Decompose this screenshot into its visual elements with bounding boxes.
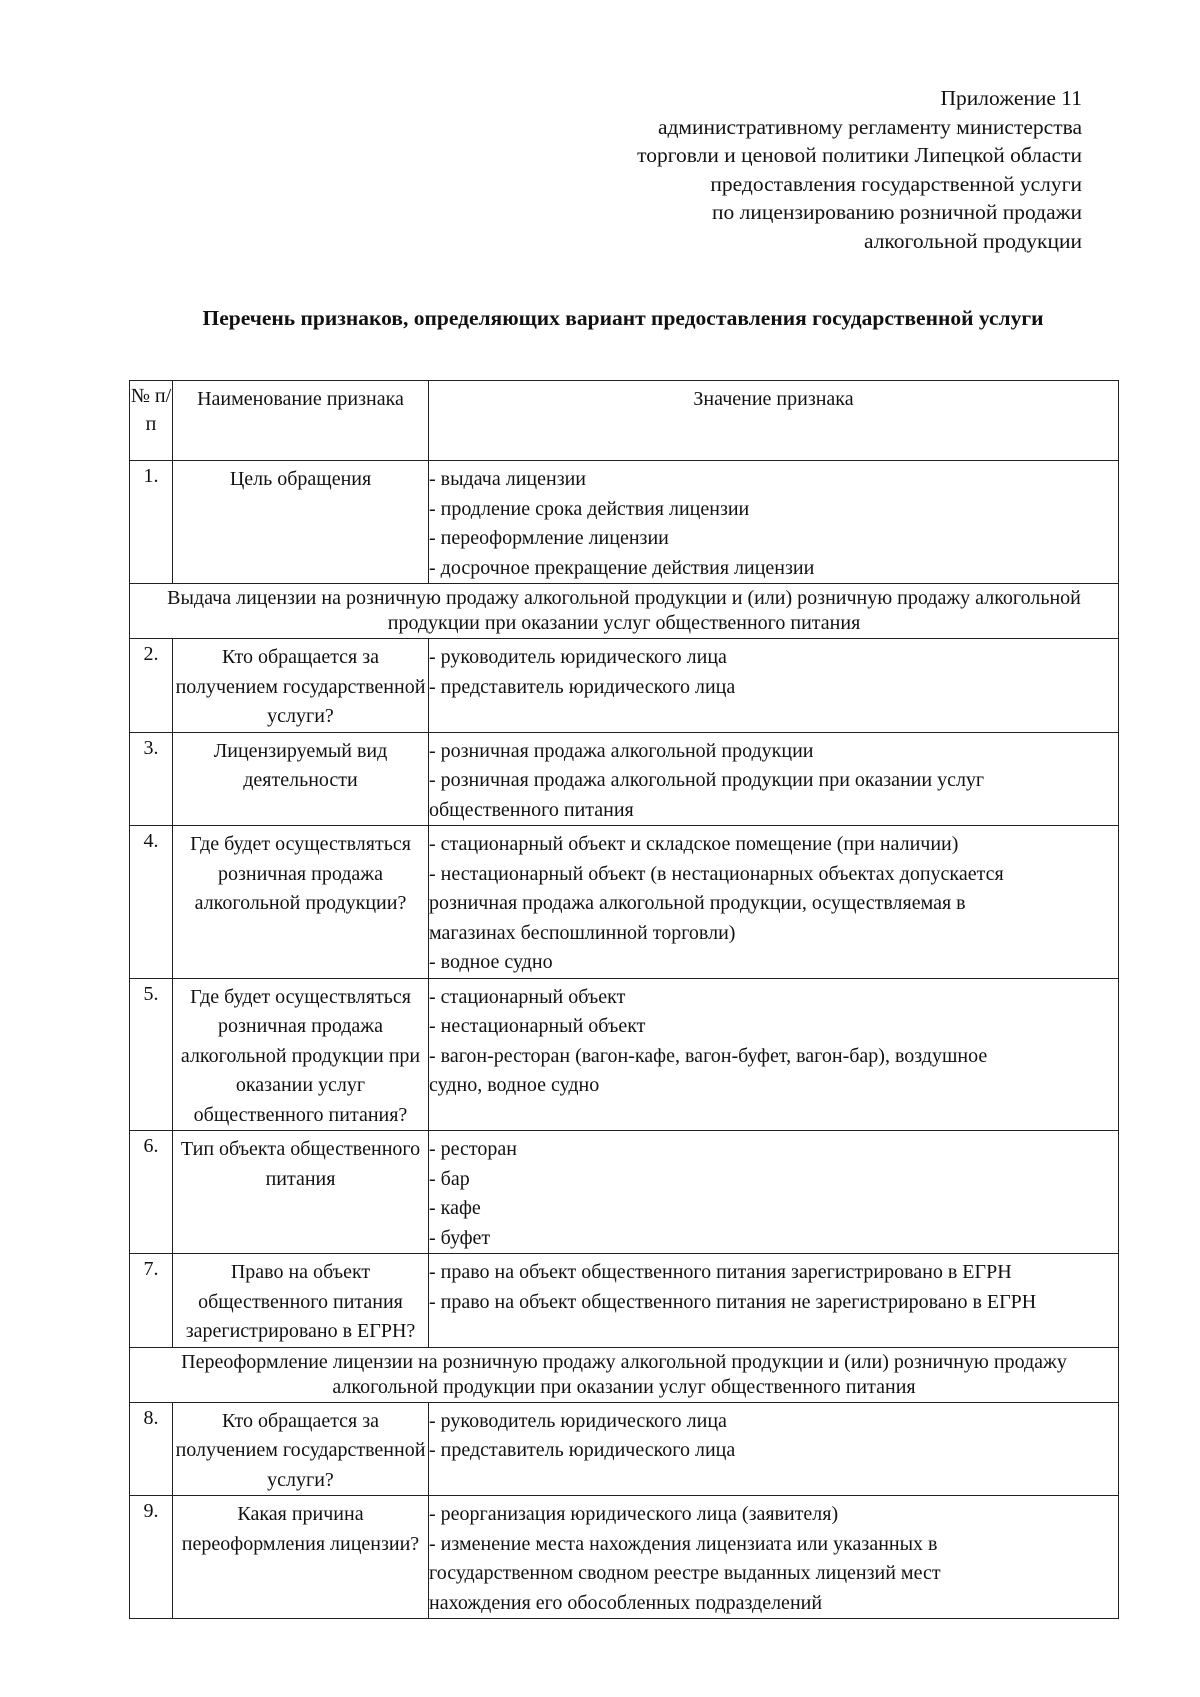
criterion-name: Цель обращения	[173, 461, 429, 584]
criterion-name: Кто обращается за получением государственной услуги?	[173, 1402, 429, 1496]
criterion-value-line: - право на объект общественного питания не зарегистрировано в ЕГРН	[429, 1290, 1037, 1313]
criterion-value-line: - переоформление лицензии	[429, 527, 669, 549]
criterion-value-line: - реорганизация юридического лица (заявителя)	[429, 1503, 839, 1525]
criterion-value-line: - буфет	[429, 1226, 491, 1249]
criterion-name: Где будет осуществляться розничная продажа алкогольной продукции?	[173, 826, 429, 979]
criterion-values	[429, 978, 1119, 1131]
criterion-value-line: магазинах беспошлинной торговли)	[429, 921, 736, 944]
row-number: 4.	[130, 826, 173, 979]
column-header-name: Наименование признака	[173, 381, 429, 461]
section-row	[130, 584, 1119, 639]
criterion-value-line: - нестационарный объект	[429, 1015, 646, 1037]
criterion-values	[429, 1402, 1119, 1496]
column-header-number: № п/п	[130, 381, 173, 461]
criterion-value-line: - представитель юридического лица	[429, 1439, 736, 1461]
criterion-value-line: - кафе	[429, 1197, 481, 1219]
header-line: предоставления государственной услуги	[710, 171, 1082, 196]
header-line: алкогольной продукции	[863, 228, 1082, 253]
criterion-value-line: - продление срока действия лицензии	[429, 497, 750, 520]
criterion-name: Какая причина переоформления лицензии?	[173, 1496, 429, 1619]
section-title: Переоформление лицензии на розничную продажу алкогольной продукции и (или) розничную продажу алкогольной продукции при оказании услуг общественного питания	[130, 1347, 1119, 1402]
criterion-value-line: - ресторан	[429, 1138, 517, 1160]
criterion-value-line: - бар	[429, 1167, 470, 1190]
header-line: Приложение 11	[940, 86, 1082, 110]
criterion-values	[429, 826, 1119, 979]
criterion-values	[429, 639, 1119, 733]
criterion-values	[429, 732, 1119, 826]
table-row	[130, 1131, 1119, 1254]
header-line: торговли и ценовой политики Липецкой области	[637, 143, 1082, 167]
row-number: 8.	[130, 1402, 173, 1496]
appendix-header	[442, 84, 1082, 255]
header-line: административному регламенту министерства	[657, 114, 1082, 139]
row-number: 6.	[130, 1131, 173, 1254]
row-number: 9.	[130, 1496, 173, 1619]
criterion-value-line: государственном сводном реестре выданных лицензий мест	[429, 1562, 941, 1584]
row-number: 1.	[130, 461, 173, 584]
table-row	[130, 1254, 1119, 1348]
criterion-values	[429, 1254, 1119, 1348]
table-header-row	[130, 381, 1119, 461]
criterion-values	[429, 1131, 1119, 1254]
table-row	[130, 1496, 1119, 1619]
criterion-values	[429, 461, 1119, 584]
criterion-value-line: - выдача лицензии	[429, 468, 587, 490]
criterion-value-line: - нестационарный объект (в нестационарных объектах допускается	[429, 862, 1004, 885]
criterion-value-line: - вагон-ресторан (вагон-кафе, вагон-буфет, вагон-бар), воздушное	[429, 1044, 988, 1067]
table-row	[130, 732, 1119, 826]
criteria-table	[129, 380, 1119, 1619]
section-row	[130, 1347, 1119, 1402]
criterion-value-line: - право на объект общественного питания зарегистрировано в ЕГРН	[429, 1261, 1012, 1283]
row-number: 5.	[130, 978, 173, 1131]
criterion-value-line: - стационарный объект	[429, 985, 626, 1008]
criterion-value-line: - руководитель юридического лица	[429, 646, 727, 668]
criterion-value-line: - розничная продажа алкогольной продукции	[429, 739, 814, 762]
row-number: 3.	[130, 732, 173, 826]
criterion-name: Лицензируемый вид деятельности	[173, 732, 429, 826]
document-title: Перечень признаков, определяющих вариант предоставления государственной услуги	[202, 306, 1044, 330]
criterion-value-line: - изменение места нахождения лицензиата или указанных в	[429, 1532, 938, 1555]
column-header-value: Значение признака	[429, 381, 1119, 461]
table-row	[130, 639, 1119, 733]
criterion-value-line: - водное судно	[429, 951, 553, 973]
criterion-value-line: - руководитель юридического лица	[429, 1409, 727, 1432]
criterion-value-line: судно, водное судно	[429, 1074, 600, 1096]
criterion-name: Кто обращается за получением государственной услуги?	[173, 639, 429, 733]
criterion-name: Тип объекта общественного питания	[173, 1131, 429, 1254]
criterion-value-line: розничная продажа алкогольной продукции, осуществляемая в	[429, 892, 966, 914]
table-row	[130, 978, 1119, 1131]
table-body	[130, 461, 1119, 1619]
table-row	[130, 1402, 1119, 1496]
criterion-value-line: - стационарный объект и складское помещение (при наличии)	[429, 833, 959, 855]
header-line: по лицензированию розничной продажи	[712, 200, 1082, 224]
section-title: Выдача лицензии на розничную продажу алкогольной продукции и (или) розничную продажу алкогольной продукции при оказании услуг общественного питания	[130, 584, 1119, 639]
row-number: 7.	[130, 1254, 173, 1348]
table-row	[130, 461, 1119, 584]
criterion-name: Право на объект общественного питания зарегистрировано в ЕГРН?	[173, 1254, 429, 1348]
criterion-value-line: - розничная продажа алкогольной продукции при оказании услуг	[429, 769, 985, 791]
criterion-value-line: - представитель юридического лица	[429, 675, 736, 698]
criterion-name: Где будет осуществляться розничная продажа алкогольной продукции при оказании услуг общественного питания?	[173, 978, 429, 1131]
criterion-values	[429, 1496, 1119, 1619]
criterion-value-line: общественного питания	[429, 798, 634, 821]
criterion-value-line: нахождения его обособленных подразделений	[429, 1591, 823, 1614]
row-number: 2.	[130, 639, 173, 733]
table-row	[130, 826, 1119, 979]
criterion-value-line: - досрочное прекращение действия лицензии	[429, 556, 815, 579]
